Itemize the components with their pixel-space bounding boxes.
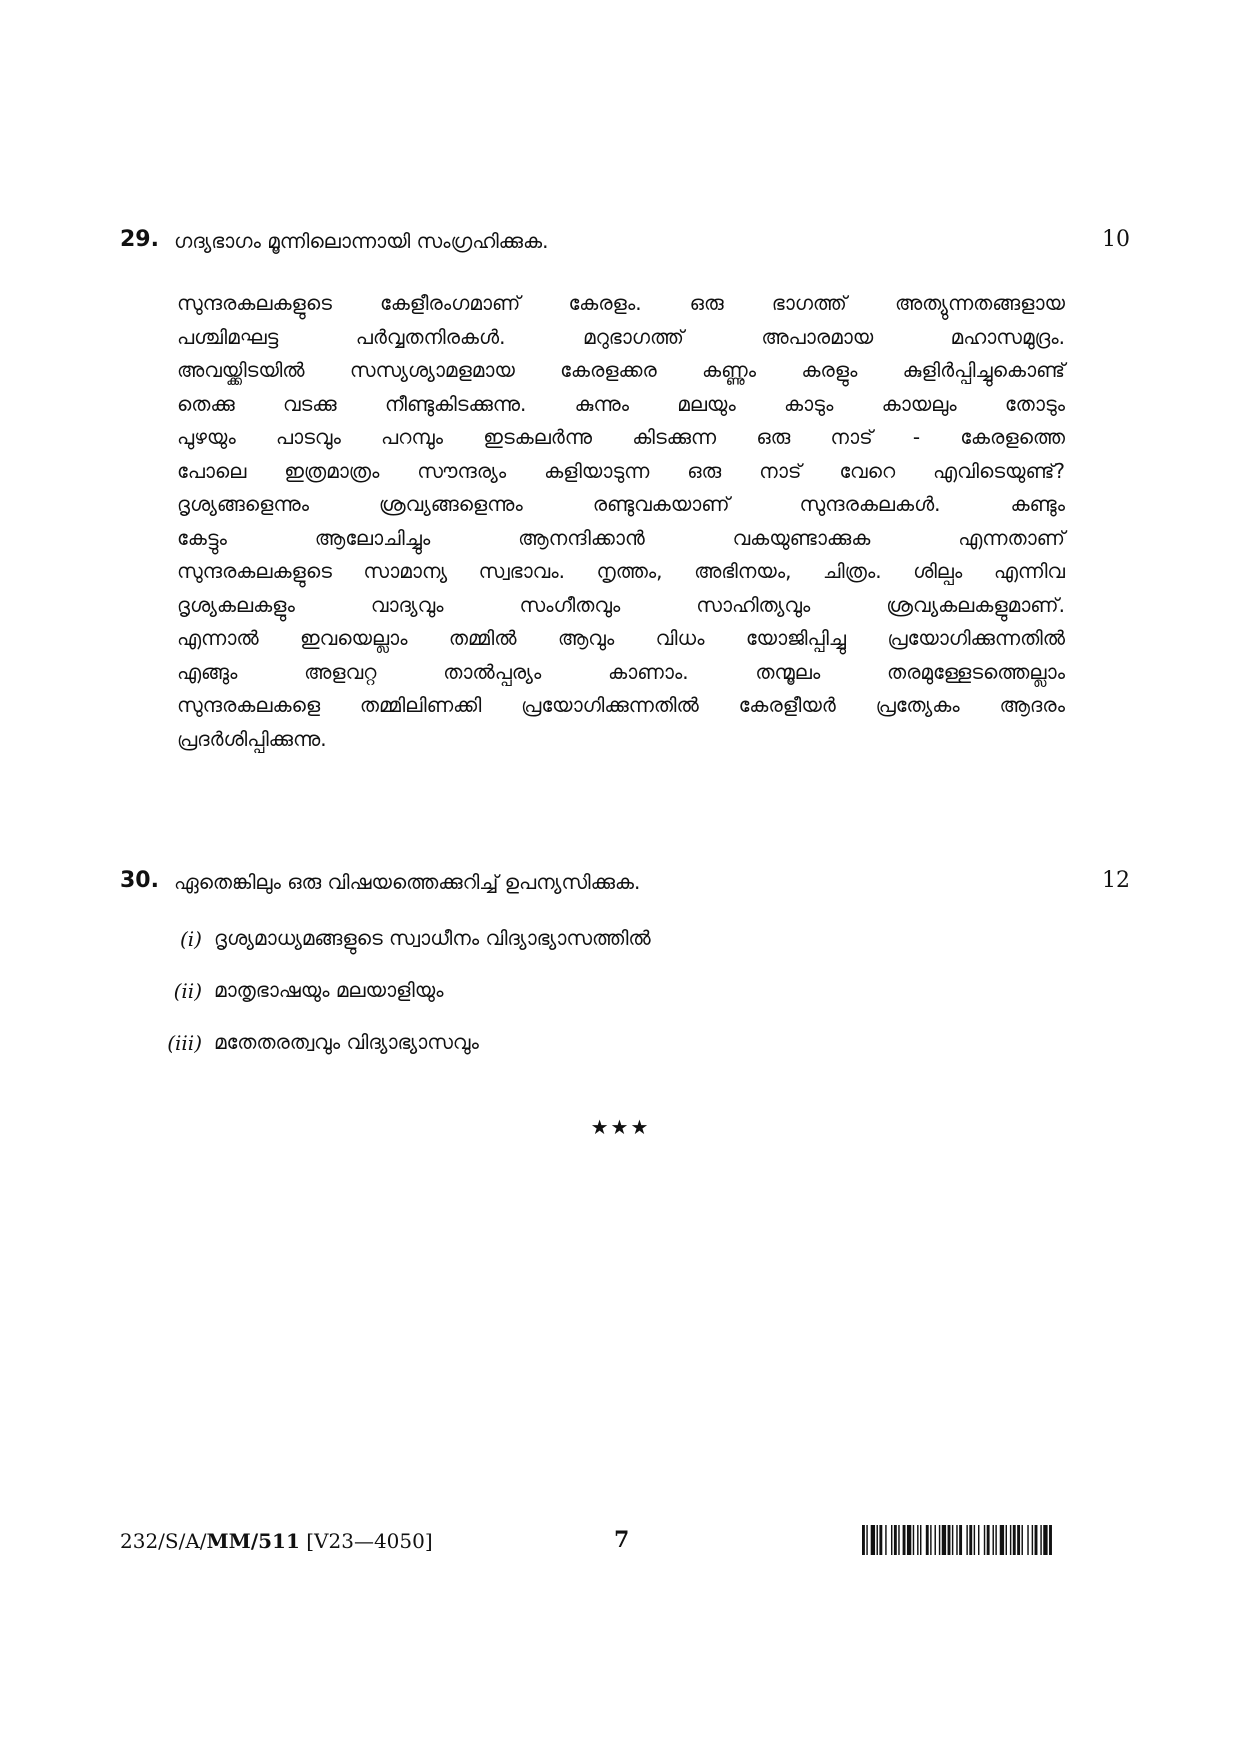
passage-line: സുന്ദരകലകളുടെ സാമാന്യ സ്വഭാവം. നൃത്തം, അഭിനയം, ചിത്രം. ശില്പം എന്നിവ [177,559,1065,583]
question-marks: 12 [1102,868,1130,893]
question-text: ഗദ്യഭാഗം മൂന്നിലൊന്നായി സംഗ്രഹിക്കുക. [174,229,549,253]
question-header [120,227,1130,267]
paper-code [120,1529,433,1553]
paper-code-version: [V23—4050] [299,1529,433,1553]
paper-code-prefix: 232/S/A/ [120,1529,207,1553]
paper-code-subject: MM/511 [206,1529,300,1553]
question-30 [120,868,1130,1055]
passage-line: എന്നാൽ ഇവയെല്ലാം തമ്മിൽ ആവും വിധം യോജിപ്പിച്ചു പ്രയോഗിക്കുന്നതിൽ [177,626,1065,650]
question-29 [120,227,1130,751]
passage-line: സുന്ദരകലകളെ തമ്മിലിണക്കി പ്രയോഗിക്കുന്നതിൽ കേരളീയർ പ്രത്യേകം ആദരം [177,693,1065,717]
option-number: (i) [179,927,202,951]
question-number: 29. [120,227,159,252]
question-marks: 10 [1102,227,1130,252]
passage-line: തെക്കു വടക്കു നീണ്ടുകിടക്കുന്നു. കുന്നും മലയും കാടും കായലും തോടും [177,391,1065,416]
passage-line: സുന്ദരകലകളുടെ കേളീരംഗമാണ് കേരളം. ഒരു ഭാഗത്ത് അത്യുന്നതങ്ങളായ [177,291,1065,315]
passage-line: അവയ്ക്കിടയിൽ സസ്യശ്യാമളമായ കേരളക്കര കണ്ണും കരളും കുളിർപ്പിച്ചുകൊണ്ട് [177,358,1065,382]
option-number: (iii) [167,1031,202,1055]
end-marker: ★★★ [590,1115,651,1139]
page-number: 7 [614,1527,630,1553]
question-header [120,868,1130,908]
option-text: മാതൃഭാഷയും മലയാളിയും [214,978,444,1002]
passage [177,287,1065,756]
passage-line: ദൃശ്യകലകളും വാദ്യവും സംഗീതവും സാഹിത്യവും ശ്രവ്യകലകളുമാണ്. [177,592,1065,617]
passage-line: പശ്ചിമഘട്ട പർവ്വതനിരകൾ. മറുഭാഗത്ത് അപാരമായ മഹാസമുദ്രം. [177,324,1065,349]
barcode-icon [862,1525,1130,1555]
passage-line: ദൃശ്യങ്ങളെന്നും ശ്രവ്യങ്ങളെന്നും രണ്ടുവകയാണ് സുന്ദരകലകൾ. കണ്ടും [177,492,1065,516]
question-number: 30. [120,868,159,893]
passage-line: പുഴയും പാടവും പറമ്പും ഇടകലർന്നു കിടക്കുന്ന ഒരു നാട് - കേരളത്തെ [177,425,1065,449]
passage-line: പോലെ ഇത്രമാത്രം സൗന്ദര്യം കളിയാടുന്ന ഒരു നാട് വേറെ എവിടെയുണ്ട്? [177,458,1065,483]
question-text: ഏതെങ്കിലും ഒരു വിഷയത്തെക്കുറിച്ച് ഉപന്യസിക്കുക. [174,870,641,894]
page-footer [120,1525,1130,1565]
option-text: ദൃശ്യമാധ്യമങ്ങളുടെ സ്വാധീനം വിദ്യാഭ്യാസത്തിൽ [214,926,651,950]
passage-line: എങ്ങും അളവറ്റ താൽപ്പര്യം കാണാം. തന്മൂലം തരമുള്ളേടത്തെല്ലാം [177,659,1065,684]
passage-line: കേട്ടും ആലോചിച്ചും ആനന്ദിക്കാൻ വകയുണ്ടാക്കുക എന്നതാണ് [177,525,1065,550]
option-text: മതേതരത്വവും വിദ്യാഭ്യാസവും [214,1030,479,1054]
passage-line: പ്രദർശിപ്പിക്കുന്നു. [177,726,327,751]
option-number: (ii) [173,979,202,1003]
